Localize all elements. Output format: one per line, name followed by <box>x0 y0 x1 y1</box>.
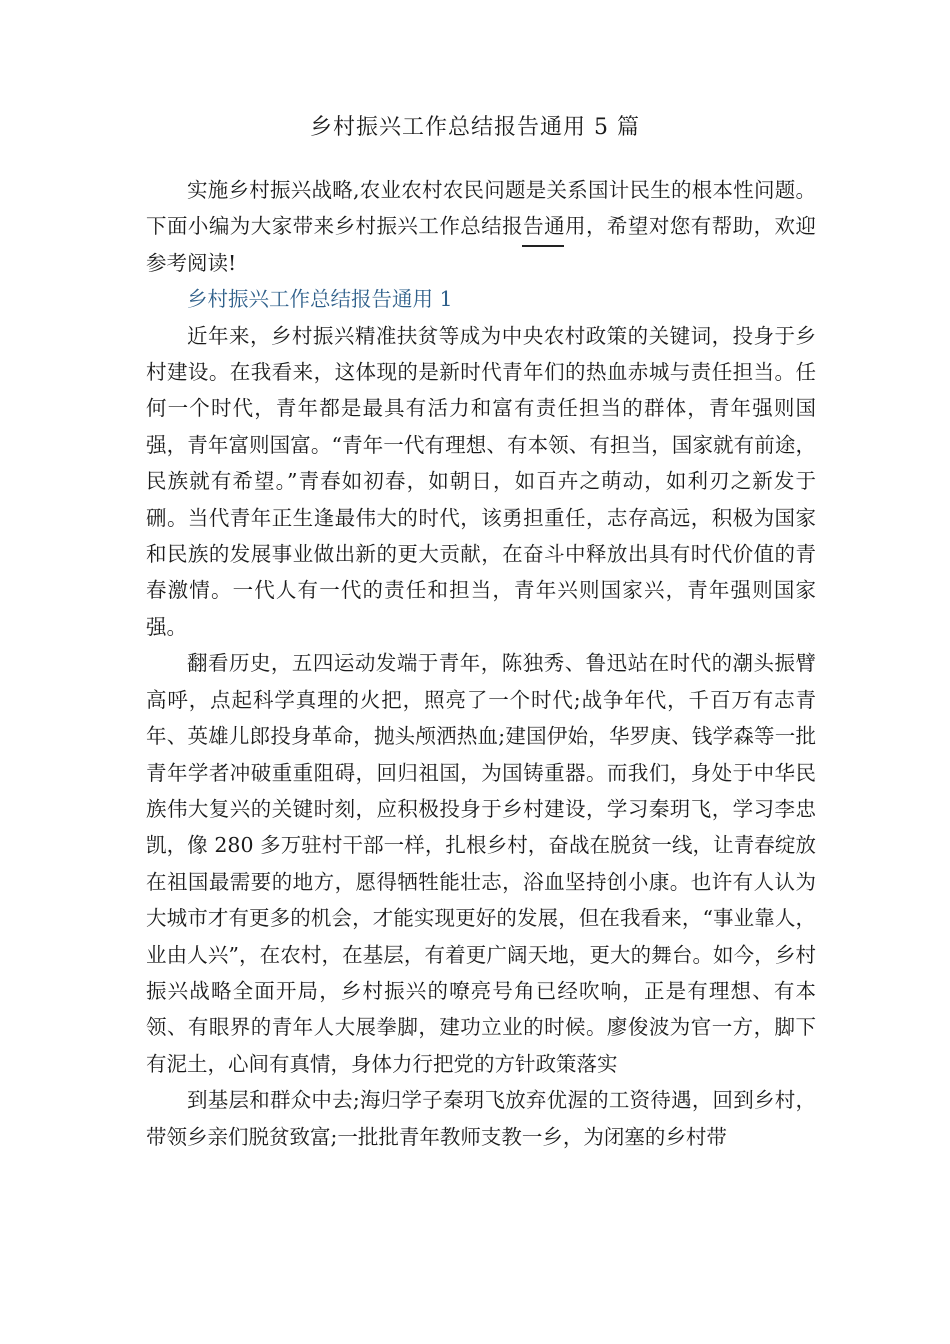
body-paragraph-3: 到基层和群众中去;海归学子秦玥飞放弃优渥的工资待遇，回到乡村，带领乡亲们脱贫致富;一批批青年教师支教一乡，为闭塞的乡村带 <box>146 1088 816 1149</box>
document-title: 乡村振兴工作总结报告通用 5 篇 <box>310 115 640 140</box>
intro-paragraph: 实施乡村振兴战略,农业农村农民问题是关系国计民生的根本性问题。下面小编为大家带来乡村振兴工作总结报告通用，希望对您有帮助，欢迎参考阅读! <box>146 178 816 275</box>
document-body <box>146 172 816 1155</box>
section-heading: 乡村振兴工作总结报告通用 1 <box>187 287 453 312</box>
body-paragraph-1: 近年来，乡村振兴精准扶贫等成为中央农村政策的关键词，投身于乡村建设。在我看来，这体现的是新时代青年们的热血赤城与责任担当。任何一个时代，青年都是最具有活力和富有责任担当的群体，青年强则国强，青年富则国富。“青年一代有理想、有本领、有担当，国家就有前途，民族就有希望。”青春如初春，如朝日，如百卉之萌动，如利刃之新发于硎。当代青年正生逢最伟大的时代，该勇担重任，志存高远，积极为国家和民族的发展事业做出新的更大贡献，在奋斗中释放出具有时代价值的青春激情。一代人有一代的责任和担当，青年兴则国家兴，青年强则国家强。 <box>146 323 816 639</box>
body-paragraph-2: 翻看历史，五四运动发端于青年，陈独秀、鲁迅站在时代的潮头振臂高呼，点起科学真理的火把，照亮了一个时代;战争年代，千百万有志青年、英雄儿郎投身革命，抛头颅洒热血;建国伊始，华罗庚、钱学森等一批青年学者冲破重重阻碍，回归祖国，为国铸重器。而我们，身处于中华民族伟大复兴的关键时刻，应积极投身于乡村建设，学习秦玥飞，学习李忠凯，像 280 多万驻村干部一样，扎根乡村，奋战在脱贫一线，让青春绽放在祖国最需要的地方，愿得牺牲能壮志，浴血坚持创小康。也许有人认为大城市才有更多的机会，才能实现更好的发展，但在我看来，“事业靠人，业由人兴”，在农村，在基层，有着更广阔天地，更大的舞台。如今，乡村振兴战略全面开局，乡村振兴的嘹亮号角已经吹响，正是有理想、有本领、有眼界的青年人大展拳脚，建功立业的时候。廖俊波为官一方，脚下有泥土，心间有真情，身体力行把党的方针政策落实 <box>146 651 816 1076</box>
